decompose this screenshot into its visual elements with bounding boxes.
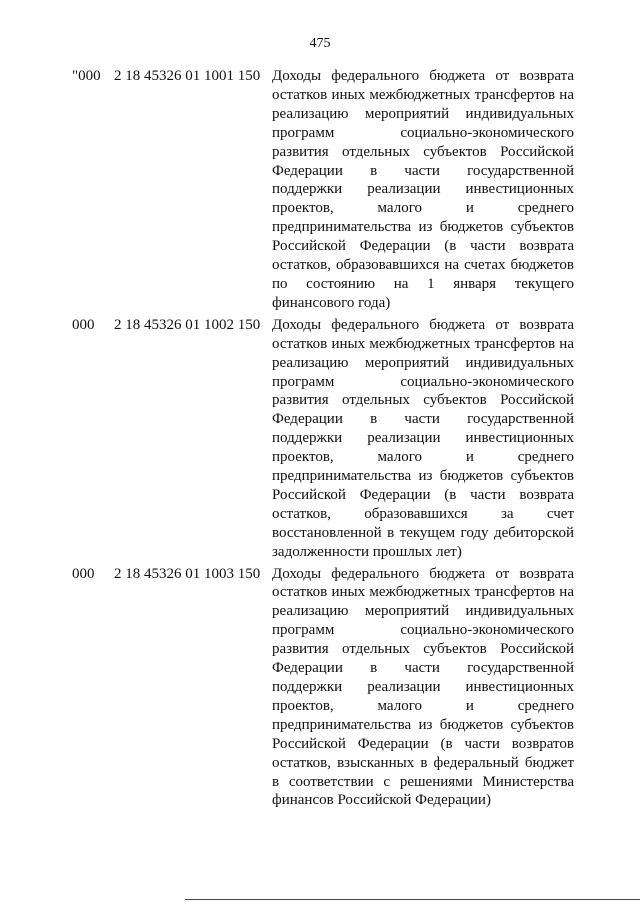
- description-line: Российской Федерации (в части возврата: [272, 486, 574, 503]
- description-line: предпринимательства из бюджетов субъектов: [272, 468, 574, 485]
- income-description: [272, 565, 574, 811]
- description-line: Российской Федерации (в части возврата: [272, 238, 574, 255]
- description-line: поддержки реализации инвестиционных: [272, 430, 574, 447]
- table-row: [0, 565, 640, 811]
- description-line: Федерации в части государственной: [272, 162, 574, 179]
- description-line: Доходы федерального бюджета от возврата: [272, 68, 574, 84]
- table-row: [0, 316, 640, 562]
- description-line: по состоянию на 1 января текущего: [272, 275, 574, 292]
- description-line: развития отдельных субъектов Российской: [272, 392, 574, 409]
- description-line: предпринимательства из бюджетов субъектов: [272, 716, 574, 733]
- description-line: финансового года): [272, 294, 391, 311]
- description-line: развития отдельных субъектов Российской: [272, 641, 574, 658]
- budget-code: 2 18 45326 01 1002 150: [114, 316, 261, 333]
- admin-code: 000: [72, 316, 95, 333]
- description-line: проектов, малого и среднего: [272, 449, 574, 466]
- table-row: [0, 67, 640, 313]
- description-line: поддержки реализации инвестиционных: [272, 181, 574, 198]
- description-line: Российской Федерации (в части возвратов: [272, 735, 574, 752]
- classification-table: [0, 67, 640, 813]
- description-line: проектов, малого и среднего: [272, 697, 574, 714]
- page-number: 475: [309, 36, 331, 51]
- description-line: реализацию мероприятий индивидуальных: [272, 354, 574, 371]
- description-line: финансов Российской Федерации): [272, 792, 491, 809]
- page-bottom-rule: [185, 899, 640, 900]
- description-line: Доходы федерального бюджета от возврата: [272, 316, 574, 333]
- description-line: остатков иных межбюджетных трансфертов на: [272, 86, 574, 103]
- description-line: остатков, взысканных в федеральный бюджет: [272, 754, 574, 771]
- description-line: задолженности прошлых лет): [272, 543, 462, 560]
- description-line: программ социально-экономического: [272, 124, 574, 141]
- admin-code: 000: [72, 565, 95, 582]
- admin-code: "000: [72, 68, 101, 84]
- description-line: Федерации в части государственной: [272, 411, 574, 428]
- description-line: остатков иных межбюджетных трансфертов на: [272, 584, 574, 601]
- description-line: Доходы федерального бюджета от возврата: [272, 565, 574, 582]
- description-line: поддержки реализации инвестиционных: [272, 679, 574, 695]
- description-line: проектов, малого и среднего: [272, 200, 574, 217]
- description-line: Федерации в части государственной: [272, 660, 574, 677]
- description-line: остатков, образовавшихся на счетах бюджетов: [272, 257, 574, 274]
- income-description: [272, 67, 574, 313]
- description-line: программ социально-экономического: [272, 373, 574, 390]
- budget-code: 2 18 45326 01 1001 150: [114, 68, 261, 84]
- description-line: программ социально-экономического: [272, 622, 574, 639]
- description-line: реализацию мероприятий индивидуальных: [272, 105, 574, 122]
- description-line: остатков, образовавшихся за счет: [272, 505, 574, 522]
- description-line: развития отдельных субъектов Российской: [272, 143, 574, 160]
- description-line: предпринимательства из бюджетов субъектов: [272, 219, 574, 236]
- budget-code: 2 18 45326 01 1003 150: [114, 565, 261, 582]
- description-line: реализацию мероприятий индивидуальных: [272, 603, 574, 620]
- income-description: [272, 316, 574, 562]
- description-line: восстановленной в текущем году дебиторской: [272, 524, 574, 541]
- description-line: остатков иных межбюджетных трансфертов на: [272, 335, 574, 352]
- description-line: в соответствии с решениями Министерства: [272, 773, 574, 790]
